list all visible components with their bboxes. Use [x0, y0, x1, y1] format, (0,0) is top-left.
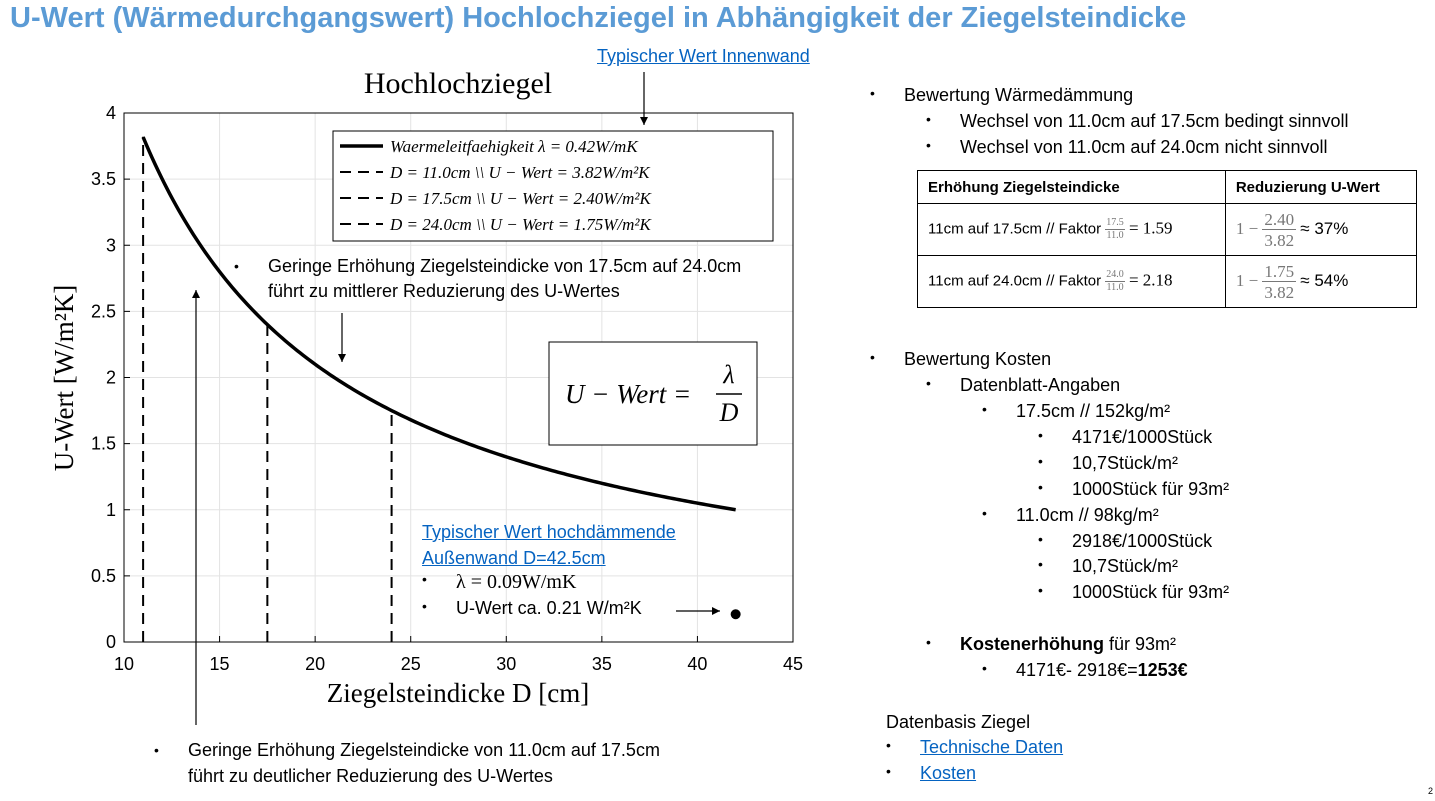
waerme-item: • Wechsel von 11.0cm auf 24.0cm nicht sinnvoll — [926, 137, 1328, 157]
page-title: U-Wert (Wärmedurchgangswert) Hochlochziegel in Abhängigkeit der Ziegelsteindicke — [10, 2, 1187, 34]
y-tick-label: 1 — [105, 499, 116, 520]
spec-item: • 10,7Stück/m² — [1038, 453, 1179, 473]
upper-annotation — [234, 254, 741, 304]
column-header: Erhöhung Ziegelsteindicke — [918, 171, 1226, 204]
x-tick-label: 20 — [305, 654, 326, 674]
innenwand-link[interactable]: Typischer Wert Innenwand — [597, 46, 810, 66]
technische-daten-link[interactable]: Technische Daten — [920, 737, 1064, 757]
legend-entry: D = 17.5cm \\ U − Wert = 2.40W/m²K — [390, 189, 651, 208]
spec-head: • 11.0cm // 98kg/m² — [982, 505, 1159, 525]
annotation-line: Geringe Erhöhung Ziegelsteindicke von 11.0cm auf 17.5cm — [188, 740, 660, 760]
aussenwand-link[interactable]: Außenwand D=42.5cm — [422, 548, 606, 568]
annotation-line: führt zu deutlicher Reduzierung des U-Wertes — [188, 766, 553, 786]
formula-lhs: U − Wert = — [565, 379, 692, 409]
table-cell: 1 − $\frac{1.75}{3.82}$ ≈ 54% — [1225, 256, 1416, 308]
table-cell: 1 − $\frac{2.40}{3.82}$ ≈ 37% — [1225, 204, 1416, 256]
table-header-row — [918, 171, 1417, 204]
legend-entry: D = 24.0cm \\ U − Wert = 1.75W/m²K — [390, 215, 651, 234]
kosten-link-item: • Kosten — [886, 763, 977, 783]
x-tick-label: 35 — [591, 654, 612, 674]
waerme-item: • Wechsel von 11.0cm auf 17.5cm bedingt sinnvoll — [926, 111, 1349, 131]
x-tick-label: 30 — [496, 654, 517, 674]
bullet-icon: • — [422, 571, 427, 587]
datenbasis-heading: Datenbasis Ziegel — [886, 712, 1031, 732]
annotation-line: Geringe Erhöhung Ziegelsteindicke von 17.5cm auf 24.0cm — [268, 256, 742, 276]
legend-entry: Waermeleitfaehigkeit λ = 0.42W/mK — [390, 137, 638, 156]
kosten-calc: • 4171€- 2918€=1253€ — [982, 660, 1188, 680]
aussen-uwert: • U-Wert ca. 0.21 W/m²K — [422, 598, 642, 618]
column-header: Reduzierung U-Wert — [1225, 171, 1416, 204]
aussen-lambda: • λ = 0.09W/mK — [422, 571, 577, 593]
spec-head: • 17.5cm // 152kg/m² — [982, 401, 1171, 421]
x-tick-label: 15 — [209, 654, 230, 674]
x-tick-label: 45 — [782, 654, 804, 674]
x-tick-label: 40 — [687, 654, 708, 674]
y-tick-label: 0.5 — [90, 565, 116, 586]
table-row — [918, 204, 1417, 256]
y-tick-label: 3 — [105, 235, 116, 256]
x-axis-label: Ziegelsteindicke D [cm] — [326, 678, 590, 708]
spec-item: • 10,7Stück/m² — [1038, 556, 1179, 576]
y-tick-label: 0 — [105, 632, 116, 652]
table-cell: 11cm auf 17.5cm // Faktor $\frac{17.5}{11.0}$ = 1.59 — [918, 204, 1226, 256]
y-tick-label: 2.5 — [90, 301, 116, 322]
formula-num: λ — [723, 360, 735, 389]
legend-entry: D = 11.0cm \\ U − Wert = 3.82W/m²K — [390, 163, 650, 182]
comparison-table — [917, 170, 1417, 308]
annotation-line: führt zu mittlerer Reduzierung des U-Wertes — [268, 281, 620, 301]
y-axis-label: U-Wert [W/m²K] — [49, 284, 79, 472]
y-tick-label: 1.5 — [90, 433, 116, 454]
y-tick-label: 2 — [105, 367, 116, 388]
x-tick-label: 10 — [113, 654, 135, 674]
chart-title: Hochlochziegel — [363, 67, 553, 100]
table-row — [918, 256, 1417, 308]
formula-den: D — [719, 398, 739, 427]
bullet-icon: • — [154, 742, 159, 758]
datenblatt-item: • Datenblatt-Angaben — [926, 375, 1121, 395]
kostenerhoehung: • Kostenerhöhung für 93m² — [926, 634, 1177, 654]
aussenwand-point — [731, 609, 741, 619]
spec-item: • 1000Stück für 93m² — [1038, 582, 1230, 602]
spec-item: • 1000Stück für 93m² — [1038, 479, 1230, 499]
kosten-heading: • Bewertung Kosten — [870, 349, 1052, 369]
waerme-heading: • Bewertung Wärmedämmung — [870, 85, 1134, 105]
bullet-icon: • — [422, 598, 427, 614]
spec-item: • 4171€/1000Stück — [1038, 427, 1213, 447]
tech-link-item: • Technische Daten — [886, 737, 1064, 757]
spec-item: • 2918€/1000Stück — [1038, 531, 1213, 551]
bullet-icon: • — [234, 258, 239, 274]
aussenwand-link[interactable]: Typischer Wert hochdämmende — [422, 522, 676, 542]
y-tick-label: 4 — [105, 103, 116, 123]
page-number: 2 — [1427, 786, 1433, 796]
x-tick-label: 25 — [400, 654, 421, 674]
lower-annotation — [154, 737, 660, 789]
kosten-link[interactable]: Kosten — [920, 763, 977, 783]
y-tick-label: 3.5 — [90, 169, 116, 190]
table-cell: 11cm auf 24.0cm // Faktor $\frac{24.0}{11.0}$ = 2.18 — [918, 256, 1226, 308]
